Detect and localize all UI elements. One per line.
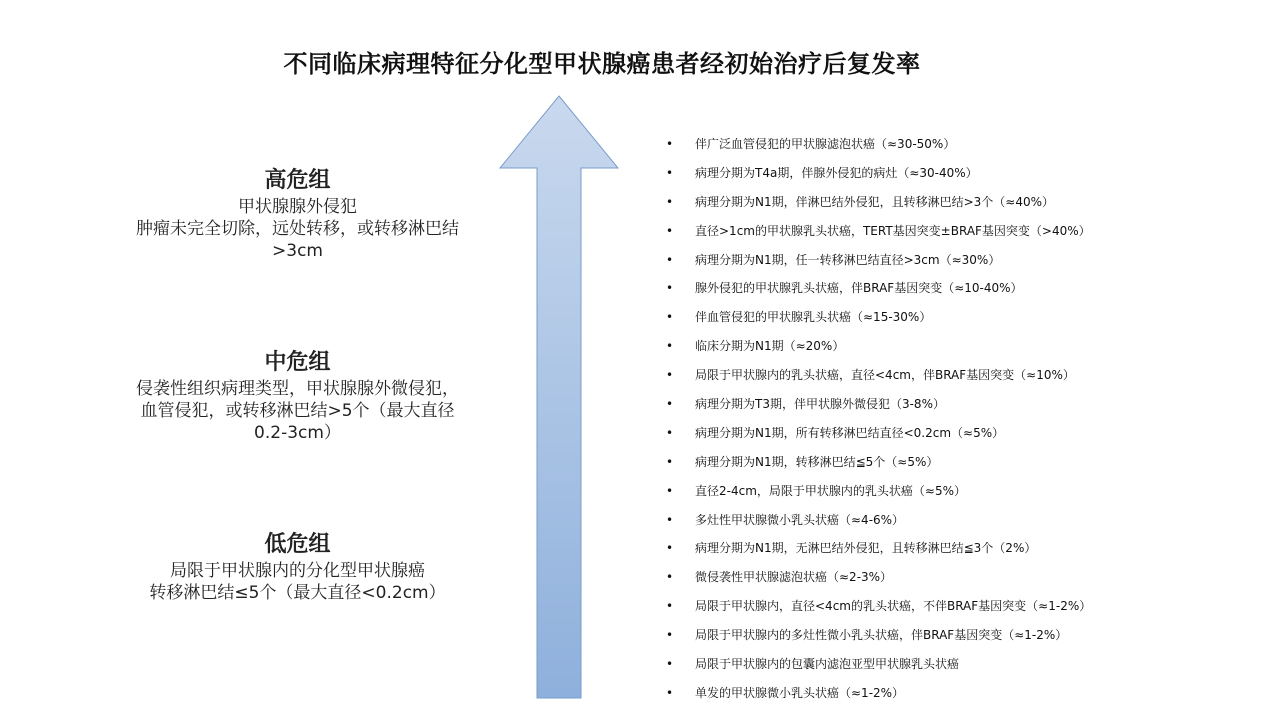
factor-text: 病理分期为N1期，所有转移淋巴结直径<0.2cm（≈5%） xyxy=(695,425,1005,440)
bullet-icon: • xyxy=(666,165,674,180)
recurrence-factor-list xyxy=(666,130,1091,708)
low-risk-group-name: 低危组 xyxy=(264,532,331,557)
bullet-icon: • xyxy=(666,657,674,672)
page-title: 不同临床病理特征分化型甲状腺癌患者经初始治疗后复发率 xyxy=(283,50,921,78)
factor-item xyxy=(666,563,1091,592)
factor-text: 直径>1cm的甲状腺乳头状癌，TERT基因突变±BRAF基因突变（>40%） xyxy=(695,223,1091,238)
bullet-icon: • xyxy=(666,685,674,700)
factor-text: 局限于甲状腺内的包囊内滤泡亚型甲状腺乳头状癌 xyxy=(695,657,960,672)
bullet-icon: • xyxy=(666,310,674,325)
factor-text: 腺外侵犯的甲状腺乳头状癌，伴BRAF基因突变（≈10-40%） xyxy=(695,281,1023,296)
factor-text: 临床分期为N1期（≈20%） xyxy=(695,339,845,354)
factor-item xyxy=(666,332,1091,361)
factor-item xyxy=(666,477,1091,506)
factor-item xyxy=(666,246,1091,275)
factor-text: 局限于甲状腺内的乳头状癌，直径<4cm，伴BRAF基因突变（≈10%） xyxy=(695,368,1075,383)
factor-item xyxy=(666,621,1091,650)
factor-text: 病理分期为N1期，伴淋巴结外侵犯，且转移淋巴结>3个（≈40%） xyxy=(695,194,1055,209)
factor-text: 微侵袭性甲状腺滤泡状癌（≈2-3%） xyxy=(695,570,893,585)
bullet-icon: • xyxy=(666,368,674,383)
factor-item xyxy=(666,448,1091,477)
bullet-icon: • xyxy=(666,281,674,296)
bullet-icon: • xyxy=(666,425,674,440)
factor-item xyxy=(666,274,1091,303)
factor-item xyxy=(666,679,1091,708)
bullet-icon: • xyxy=(666,339,674,354)
factor-item xyxy=(666,506,1091,535)
bullet-icon: • xyxy=(666,483,674,498)
factor-text: 伴血管侵犯的甲状腺乳头状癌（≈15-30%） xyxy=(695,310,932,325)
factor-item xyxy=(666,130,1091,159)
bullet-icon: • xyxy=(666,512,674,527)
factor-text: 局限于甲状腺内，直径<4cm的乳头状癌，不伴BRAF基因突变（≈1-2%） xyxy=(695,599,1092,614)
factor-text: 单发的甲状腺微小乳头状癌（≈1-2%） xyxy=(695,685,905,700)
factor-item xyxy=(666,217,1091,246)
low-risk-group-description: 局限于甲状腺内的分化型甲状腺癌 转移淋巴结≤5个（最大直径<0.2cm） xyxy=(149,561,446,603)
factor-text: 病理分期为T4a期，伴腺外侵犯的病灶（≈30-40%） xyxy=(695,165,978,180)
bullet-icon: • xyxy=(666,454,674,469)
bullet-icon: • xyxy=(666,628,674,643)
factor-text: 病理分期为N1期，无淋巴结外侵犯，且转移淋巴结≦3个（2%） xyxy=(695,541,1037,556)
bullet-icon: • xyxy=(666,541,674,556)
high-risk-group-name: 高危组 xyxy=(264,168,331,193)
arrow-shape xyxy=(500,96,618,698)
bullet-icon: • xyxy=(666,570,674,585)
medium-risk-group-name: 中危组 xyxy=(264,350,331,375)
bullet-icon: • xyxy=(666,223,674,238)
factor-text: 病理分期为N1期，任一转移淋巴结直径>3cm（≈30%） xyxy=(695,252,1001,267)
factor-item xyxy=(666,592,1091,621)
factor-text: 伴广泛血管侵犯的甲状腺滤泡状癌（≈30-50%） xyxy=(695,137,956,151)
factor-text: 病理分期为T3期，伴甲状腺外微侵犯（3-8%） xyxy=(695,397,945,412)
high-risk-group-description: 甲状腺腺外侵犯 肿瘤未完全切除，远处转移，或转移淋巴结 >3cm xyxy=(136,197,459,261)
factor-item xyxy=(666,159,1091,188)
bullet-icon: • xyxy=(666,397,674,412)
bullet-icon: • xyxy=(666,194,674,209)
bullet-icon: • xyxy=(666,252,674,267)
factor-item xyxy=(666,419,1091,448)
factor-item xyxy=(666,650,1091,679)
bullet-icon: • xyxy=(666,137,674,151)
factor-text: 多灶性甲状腺微小乳头状癌（≈4-6%） xyxy=(695,512,905,527)
factor-item xyxy=(666,534,1091,563)
factor-text: 直径2-4cm，局限于甲状腺内的乳头状癌（≈5%） xyxy=(695,483,966,498)
bullet-icon: • xyxy=(666,599,674,614)
factor-item xyxy=(666,303,1091,332)
factor-text: 局限于甲状腺内的多灶性微小乳头状癌，伴BRAF基因突变（≈1-2%） xyxy=(695,628,1068,643)
factor-item xyxy=(666,390,1091,419)
factor-item xyxy=(666,361,1091,390)
medium-risk-group-description: 侵袭性组织病理类型，甲状腺腺外微侵犯， 血管侵犯，或转移淋巴结>5个（最大直径 0.2-3cm） xyxy=(136,379,459,443)
factor-item xyxy=(666,188,1091,217)
factor-text: 病理分期为N1期，转移淋巴结≦5个（≈5%） xyxy=(695,454,939,469)
